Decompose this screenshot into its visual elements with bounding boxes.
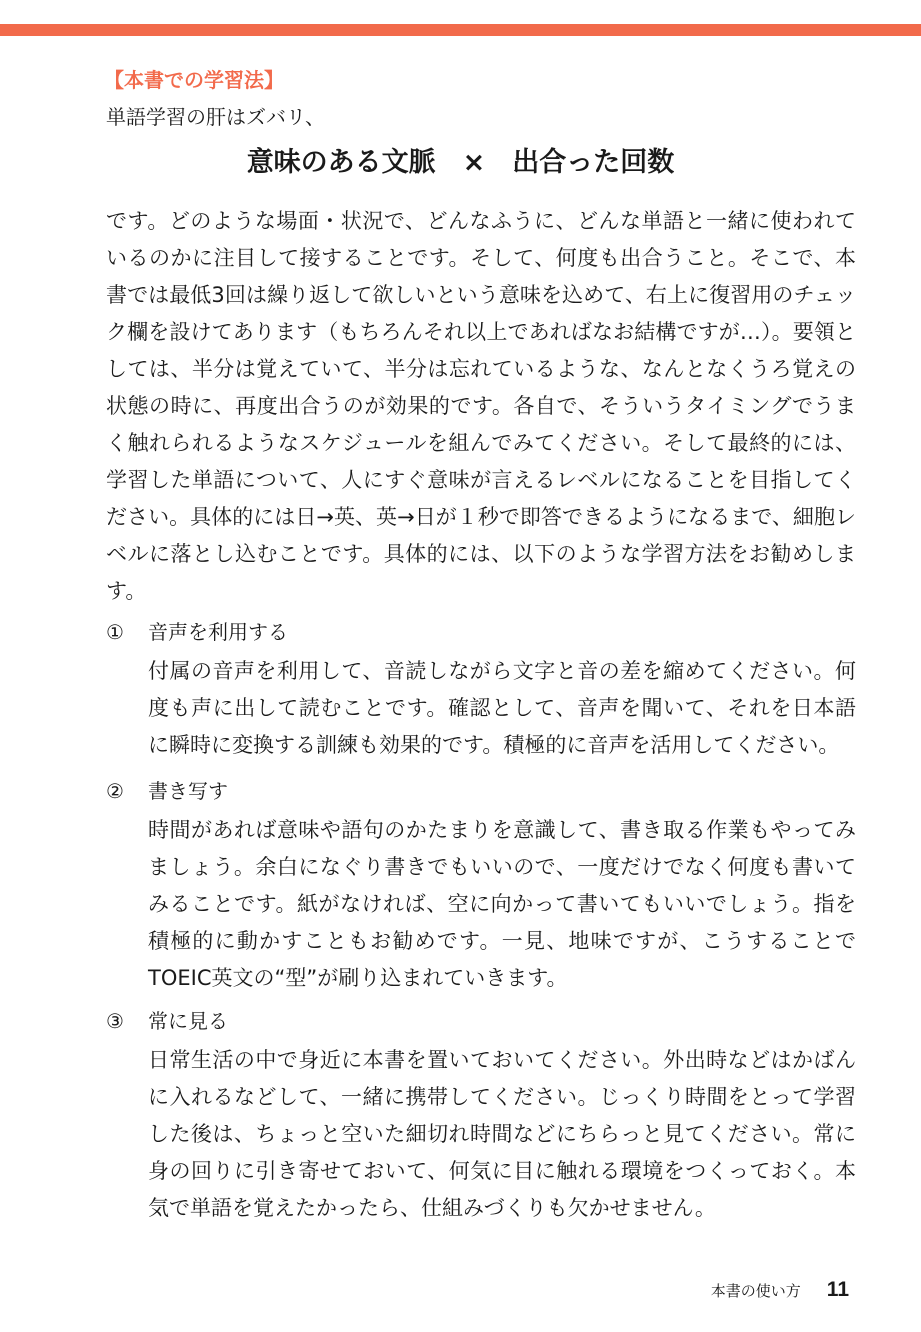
top-accent-bar xyxy=(0,24,921,36)
footer-chapter-title: 本書の使い方 xyxy=(710,1282,801,1300)
body-paragraph: です。どのような場面・状況で、どんなふうに、どんな単語と一緒に使われているのかに注目して接することです。そして、何度も出合うこと。そこで、本書では最低3回は繰り返して欲しいという意味を込めて、右上に復習用のチェック欄を設けてあります（もちろんそれ以上であればなお結構ですが…）。要領としては、半分は覚えていて、半分は忘れているような、なんとなくうろ覚えの状態の時に、再度出合うのが効果的です。各自で、そういうタイミングでうまく触れられるようなスケジュールを組んでみてください。そして最終的には、学習した単語について、人にすぐ意味が言えるレベルになることを目指してください。具体的には日→英、英→日が１秒で即答できるようになるまで、細胞レベルに落とし込むことです。具体的には、以下のような学習方法をお勧めします。 xyxy=(106,209,856,603)
method-title: 音声を利用する xyxy=(148,620,288,644)
intro-line: 単語学習の肝はズバリ、 xyxy=(106,105,325,129)
method-text: 付属の音声を利用して、音読しながら文字と音の差を縮めてください。何度も声に出して読むことです。確認として、音声を聞いて、それを日本語に瞬時に変換する訓練も効果的です。積極的に音声を活用してください。 xyxy=(148,659,856,757)
headline: 意味のある文脈 × 出合った回数 xyxy=(246,147,675,178)
method-text: 日常生活の中で身近に本書を置いておいてください。外出時などはかばんに入れるなどして、一緒に携帯してください。じっくり時間をとって学習した後は、ちょっと空いた細切れ時間などにちらっと見てください。常に身の回りに引き寄せておいて、何気に目に触れる環境をつくっておく。本気で単語を覚えたかったら、仕組みづくりも欠かせません。 xyxy=(148,1048,856,1220)
page-number: 11 xyxy=(826,1278,849,1301)
method-viewing xyxy=(106,1006,856,1227)
method-writing xyxy=(106,776,856,997)
method-text: 時間があれば意味や語句のかたまりを意識して、書き取る作業もやってみましょう。余白になぐり書きでもいいので、一度だけでなく何度も書いてみることです。紙がなければ、空に向かって書いてもいいでしょう。指を積極的に動かすこともお勧めです。一見、地味ですが、こうすることでTOEIC英文の“型”が刷り込まれていきます。 xyxy=(148,818,856,990)
page-footer xyxy=(711,1278,849,1302)
method-number: ② xyxy=(106,779,124,803)
method-title: 書き写す xyxy=(148,779,228,803)
method-number: ① xyxy=(106,620,124,644)
method-heading xyxy=(106,617,856,647)
method-title: 常に見る xyxy=(148,1009,228,1033)
section-label: 【本書での学習法】 xyxy=(104,68,284,92)
method-heading xyxy=(106,1006,856,1036)
method-audio xyxy=(106,617,856,764)
method-heading xyxy=(106,776,856,806)
method-number: ③ xyxy=(106,1009,124,1033)
